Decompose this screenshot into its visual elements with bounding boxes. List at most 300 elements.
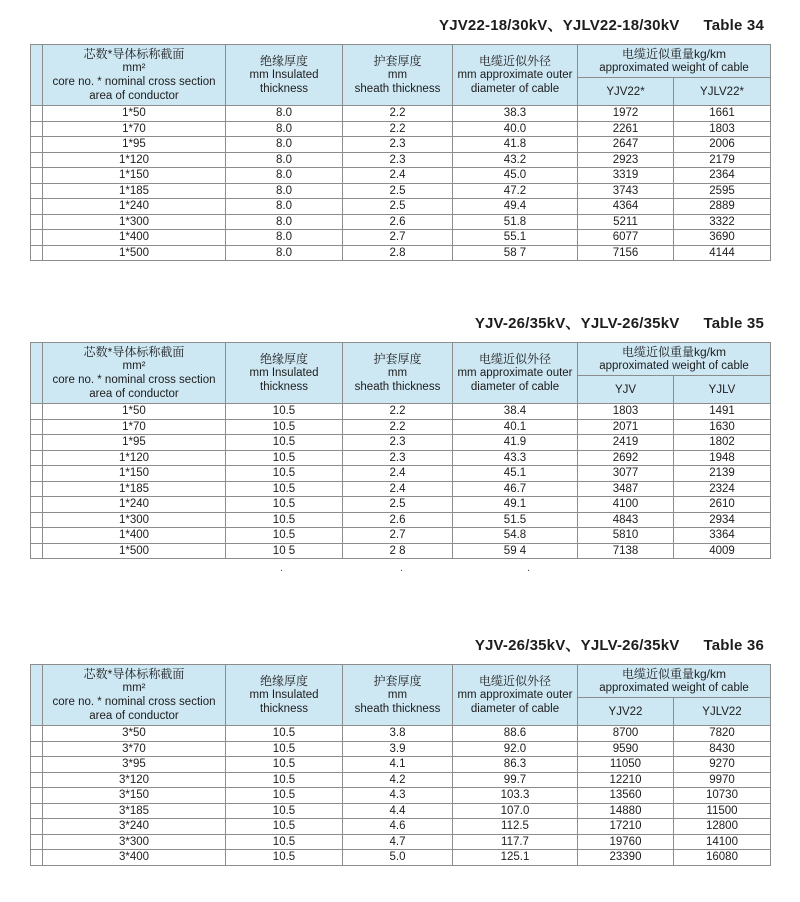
table-header: [31, 45, 771, 106]
table-row: [31, 152, 771, 168]
table-row: [31, 788, 771, 804]
table-cell: 1*70: [43, 419, 226, 435]
table-cell: 1*240: [43, 497, 226, 513]
table-cell: 2139: [674, 466, 771, 482]
table-cell: 2692: [578, 450, 674, 466]
table-cell: 4.3: [343, 788, 453, 804]
row-left-strip: [31, 819, 43, 835]
header-line: diameter of cable: [470, 703, 560, 715]
table-cell: 8.0: [226, 106, 343, 122]
table-cell: 107.0: [453, 803, 578, 819]
table-cell: 10.5: [226, 834, 343, 850]
table-cell: 10.5: [226, 803, 343, 819]
table-cell: 2364: [674, 168, 771, 184]
table-row: [31, 481, 771, 497]
table-cell: 47.2: [453, 183, 578, 199]
row-left-strip: [31, 772, 43, 788]
table-cell: 3319: [578, 168, 674, 184]
header-line: mm²: [122, 360, 146, 372]
table-cell: 99.7: [453, 772, 578, 788]
table-left-strip: [31, 343, 43, 404]
table-cell: 9590: [578, 741, 674, 757]
table-cell: 3487: [578, 481, 674, 497]
table-cell: 1972: [578, 106, 674, 122]
row-left-strip: [31, 214, 43, 230]
table-cell: 2.3: [343, 435, 453, 451]
table-cell: 2006: [674, 137, 771, 153]
table-left-strip: [31, 665, 43, 726]
table-body: [31, 726, 771, 866]
separator-dot: .: [400, 562, 404, 574]
table-cell: 2.6: [343, 512, 453, 528]
spec-table-36: [30, 664, 771, 866]
table-cell: 10.5: [226, 757, 343, 773]
table-cell: 1*300: [43, 214, 226, 230]
table-cell: 1630: [674, 419, 771, 435]
col-header-diameter: [453, 45, 578, 106]
row-left-strip: [31, 512, 43, 528]
header-line: core no. * nominal cross section: [52, 76, 216, 88]
table-cell: 1661: [674, 106, 771, 122]
col-header-weight-group: [578, 343, 771, 376]
table-title-row: [30, 14, 770, 35]
table-cell: 8.0: [226, 152, 343, 168]
table-row: [31, 183, 771, 199]
row-left-strip: [31, 726, 43, 742]
table-number-label: Table 35: [703, 315, 764, 332]
table-cell: 2.5: [343, 497, 453, 513]
table-cell: 9970: [674, 772, 771, 788]
table-cell: 7138: [578, 543, 674, 559]
table-row: [31, 214, 771, 230]
col-header-insulation: [226, 665, 343, 726]
col-header-weight-group: [578, 665, 771, 698]
table-cell: 8430: [674, 741, 771, 757]
table-cell: 17210: [578, 819, 674, 835]
table-cell: 51.8: [453, 214, 578, 230]
header-line: approximated weight of cable: [599, 682, 749, 694]
table-cell: 8.0: [226, 214, 343, 230]
header-line: core no. * nominal cross section: [52, 374, 216, 386]
header-line: mm Insulated: [249, 689, 319, 701]
table-cell: 1*500: [43, 245, 226, 261]
table-cell: 2.6: [343, 214, 453, 230]
table-cell: 2.5: [343, 199, 453, 215]
table-cell: 40.1: [453, 419, 578, 435]
table-row: [31, 404, 771, 420]
table-cell: 10730: [674, 788, 771, 804]
table-cell: 43.3: [453, 450, 578, 466]
table-row: [31, 741, 771, 757]
header-line: mm approximate outer: [457, 367, 573, 379]
table-row: [31, 245, 771, 261]
table-cell: 2419: [578, 435, 674, 451]
table-cell: 1491: [674, 404, 771, 420]
table-cell: 2.2: [343, 121, 453, 137]
table-row: [31, 497, 771, 513]
table-cell: 4.2: [343, 772, 453, 788]
col-header-weight-yjv: YJV22: [578, 698, 674, 726]
header-line: 电缆近似重量kg/km: [621, 47, 726, 61]
table-cell: 3322: [674, 214, 771, 230]
row-left-strip: [31, 183, 43, 199]
table-cell: 92.0: [453, 741, 578, 757]
header-line: mm²: [122, 62, 146, 74]
header-line: thickness: [260, 83, 308, 95]
table-row: [31, 757, 771, 773]
header-line: 电缆近似重量kg/km: [621, 667, 726, 681]
header-line: mm: [387, 689, 408, 701]
col-header-insulation: [226, 343, 343, 404]
table-cell: 4144: [674, 245, 771, 261]
table-cell: 10.5: [226, 819, 343, 835]
header-line: 绝缘厚度: [259, 352, 308, 366]
row-left-strip: [31, 106, 43, 122]
table-cell: 3*240: [43, 819, 226, 835]
table-row: [31, 466, 771, 482]
table-row: [31, 834, 771, 850]
col-header-diameter: [453, 665, 578, 726]
table-cell: 3*185: [43, 803, 226, 819]
table-cell: 10.5: [226, 419, 343, 435]
table-cell: 3*95: [43, 757, 226, 773]
table-header: [31, 665, 771, 726]
table-cell: 7820: [674, 726, 771, 742]
table-row: [31, 726, 771, 742]
header-line: mm approximate outer: [457, 69, 573, 81]
spec-table-35: [30, 342, 771, 559]
table-cell: 10.5: [226, 726, 343, 742]
table-cell: 1*300: [43, 512, 226, 528]
table-row: [31, 512, 771, 528]
table-body: [31, 404, 771, 559]
col-header-weight-yjv: YJV22*: [578, 78, 674, 106]
table-cell: 4364: [578, 199, 674, 215]
table-cell: 10.5: [226, 435, 343, 451]
table-cell: 4009: [674, 543, 771, 559]
table-row: [31, 850, 771, 866]
table-row: [31, 803, 771, 819]
row-left-strip: [31, 788, 43, 804]
table-cell: 1*95: [43, 435, 226, 451]
col-header-core: [43, 343, 226, 404]
col-header-diameter: [453, 343, 578, 404]
col-header-weight-yjlv: YJLV: [674, 376, 771, 404]
col-header-weight-yjlv: YJLV22: [674, 698, 771, 726]
table-cell: 2.3: [343, 137, 453, 153]
separator-dot: .: [280, 562, 284, 574]
table-cell: 4.7: [343, 834, 453, 850]
table-cell: 10 5: [226, 543, 343, 559]
row-left-strip: [31, 543, 43, 559]
table-section-36: [30, 634, 770, 866]
row-left-strip: [31, 834, 43, 850]
table-cell: 14880: [578, 803, 674, 819]
table-cell: 2179: [674, 152, 771, 168]
table-title-text: YJV-26/35kV、YJLV-26/35kV: [474, 637, 680, 654]
table-cell: 10.5: [226, 772, 343, 788]
header-line: mm approximate outer: [457, 689, 573, 701]
table-cell: 10.5: [226, 528, 343, 544]
table-row: [31, 419, 771, 435]
row-left-strip: [31, 245, 43, 261]
table-cell: 1*120: [43, 450, 226, 466]
row-left-strip: [31, 404, 43, 420]
table-cell: 2934: [674, 512, 771, 528]
table-cell: 2.2: [343, 419, 453, 435]
table-cell: 46.7: [453, 481, 578, 497]
table-title-row: [30, 634, 770, 655]
table-cell: 1*185: [43, 183, 226, 199]
table-cell: 112.5: [453, 819, 578, 835]
row-left-strip: [31, 121, 43, 137]
row-left-strip: [31, 230, 43, 246]
header-line: diameter of cable: [470, 381, 560, 393]
table-cell: 10.5: [226, 497, 343, 513]
table-cell: 11050: [578, 757, 674, 773]
table-row: [31, 230, 771, 246]
table-cell: 3*120: [43, 772, 226, 788]
header-line: diameter of cable: [470, 83, 560, 95]
table-cell: 59 4: [453, 543, 578, 559]
table-row: [31, 168, 771, 184]
table-cell: 2610: [674, 497, 771, 513]
table-cell: 86.3: [453, 757, 578, 773]
row-left-strip: [31, 466, 43, 482]
table-cell: 3*70: [43, 741, 226, 757]
table-cell: 1*500: [43, 543, 226, 559]
table-cell: 1803: [674, 121, 771, 137]
header-line: sheath thickness: [354, 703, 441, 715]
row-left-strip: [31, 199, 43, 215]
header-line: 电缆近似重量kg/km: [621, 345, 726, 359]
table-cell: 8.0: [226, 230, 343, 246]
row-left-strip: [31, 435, 43, 451]
table-cell: 16080: [674, 850, 771, 866]
row-left-strip: [31, 419, 43, 435]
table-cell: 43.2: [453, 152, 578, 168]
row-left-strip: [31, 450, 43, 466]
table-row: [31, 121, 771, 137]
table-section-35: [30, 312, 770, 578]
header-line: 电缆近似外径: [478, 54, 551, 68]
col-header-core: [43, 665, 226, 726]
table-row: [31, 528, 771, 544]
table-cell: 2.3: [343, 450, 453, 466]
header-line: thickness: [260, 703, 308, 715]
table-cell: 45.1: [453, 466, 578, 482]
table-section-34: [30, 14, 770, 261]
table-cell: 3077: [578, 466, 674, 482]
table-cell: 1*400: [43, 230, 226, 246]
table-cell: 1*400: [43, 528, 226, 544]
table-cell: 41.8: [453, 137, 578, 153]
table-cell: 12210: [578, 772, 674, 788]
table-cell: 4843: [578, 512, 674, 528]
row-left-strip: [31, 803, 43, 819]
table-cell: 4100: [578, 497, 674, 513]
table-cell: 1*185: [43, 481, 226, 497]
table-body: [31, 106, 771, 261]
row-left-strip: [31, 741, 43, 757]
table-cell: 2923: [578, 152, 674, 168]
table-cell: 1*150: [43, 168, 226, 184]
table-cell: 88.6: [453, 726, 578, 742]
table-cell: 2071: [578, 419, 674, 435]
table-cell: 2.4: [343, 466, 453, 482]
table-cell: 7156: [578, 245, 674, 261]
col-header-sheath: [343, 665, 453, 726]
col-header-weight-yjlv: YJLV22*: [674, 78, 771, 106]
table-left-strip: [31, 45, 43, 106]
table-cell: 1803: [578, 404, 674, 420]
col-header-sheath: [343, 343, 453, 404]
row-left-strip: [31, 528, 43, 544]
table-cell: 49.1: [453, 497, 578, 513]
table-row: [31, 106, 771, 122]
table-cell: 49.4: [453, 199, 578, 215]
table-cell: 8.0: [226, 245, 343, 261]
separator-dots: [30, 562, 770, 578]
header-line: 护套厚度: [373, 352, 422, 366]
row-left-strip: [31, 481, 43, 497]
table-cell: 1*150: [43, 466, 226, 482]
header-line: mm Insulated: [249, 69, 319, 81]
header-line: area of conductor: [89, 388, 179, 400]
table-cell: 45.0: [453, 168, 578, 184]
header-line: sheath thickness: [354, 381, 441, 393]
col-header-sheath: [343, 45, 453, 106]
col-header-core: [43, 45, 226, 106]
header-line: area of conductor: [89, 90, 179, 102]
row-left-strip: [31, 497, 43, 513]
table-cell: 10.5: [226, 741, 343, 757]
table-cell: 1*70: [43, 121, 226, 137]
table-cell: 51.5: [453, 512, 578, 528]
table-cell: 8.0: [226, 183, 343, 199]
table-cell: 2.7: [343, 230, 453, 246]
table-cell: 55.1: [453, 230, 578, 246]
col-header-insulation: [226, 45, 343, 106]
table-cell: 1948: [674, 450, 771, 466]
table-cell: 1*120: [43, 152, 226, 168]
header-line: core no. * nominal cross section: [52, 696, 216, 708]
table-cell: 5211: [578, 214, 674, 230]
table-cell: 2 8: [343, 543, 453, 559]
header-line: mm: [387, 69, 408, 81]
table-cell: 58 7: [453, 245, 578, 261]
header-line: approximated weight of cable: [599, 360, 749, 372]
header-line: 芯数*导体标称截面: [83, 47, 185, 61]
table-number-label: Table 34: [703, 17, 764, 34]
table-row: [31, 819, 771, 835]
row-left-strip: [31, 757, 43, 773]
table-cell: 8700: [578, 726, 674, 742]
table-cell: 10.5: [226, 450, 343, 466]
table-row: [31, 137, 771, 153]
table-cell: 54.8: [453, 528, 578, 544]
table-cell: 2.5: [343, 183, 453, 199]
table-cell: 10.5: [226, 466, 343, 482]
table-cell: 117.7: [453, 834, 578, 850]
header-line: 电缆近似外径: [478, 674, 551, 688]
table-row: [31, 435, 771, 451]
header-row-top: [31, 45, 771, 78]
header-line: sheath thickness: [354, 83, 441, 95]
table-cell: 11500: [674, 803, 771, 819]
table-header: [31, 343, 771, 404]
table-cell: 23390: [578, 850, 674, 866]
table-cell: 2.7: [343, 528, 453, 544]
table-cell: 2.3: [343, 152, 453, 168]
table-cell: 1*240: [43, 199, 226, 215]
table-cell: 2.2: [343, 106, 453, 122]
table-cell: 2889: [674, 199, 771, 215]
table-cell: 8.0: [226, 121, 343, 137]
table-cell: 1*50: [43, 106, 226, 122]
table-number-label: Table 36: [703, 637, 764, 654]
table-cell: 10.5: [226, 788, 343, 804]
table-cell: 13560: [578, 788, 674, 804]
table-cell: 8.0: [226, 137, 343, 153]
table-cell: 3*150: [43, 788, 226, 804]
table-cell: 40.0: [453, 121, 578, 137]
table-row: [31, 543, 771, 559]
table-cell: 1*50: [43, 404, 226, 420]
table-cell: 10.5: [226, 850, 343, 866]
row-left-strip: [31, 168, 43, 184]
table-cell: 5810: [578, 528, 674, 544]
table-cell: 3*400: [43, 850, 226, 866]
row-left-strip: [31, 850, 43, 866]
table-cell: 1*95: [43, 137, 226, 153]
table-title-row: [30, 312, 770, 333]
table-cell: 3.8: [343, 726, 453, 742]
header-line: approximated weight of cable: [599, 62, 749, 74]
table-cell: 3743: [578, 183, 674, 199]
table-cell: 5.0: [343, 850, 453, 866]
header-line: mm Insulated: [249, 367, 319, 379]
col-header-weight-group: [578, 45, 771, 78]
row-left-strip: [31, 152, 43, 168]
header-line: 电缆近似外径: [478, 352, 551, 366]
table-row: [31, 450, 771, 466]
table-cell: 2324: [674, 481, 771, 497]
table-cell: 2595: [674, 183, 771, 199]
header-line: mm: [387, 367, 408, 379]
table-cell: 38.3: [453, 106, 578, 122]
header-row-top: [31, 665, 771, 698]
table-title-text: YJV-26/35kV、YJLV-26/35kV: [474, 315, 680, 332]
header-row-top: [31, 343, 771, 376]
table-cell: 8.0: [226, 168, 343, 184]
header-line: 芯数*导体标称截面: [83, 667, 185, 681]
table-cell: 10.5: [226, 512, 343, 528]
spec-table-34: [30, 44, 771, 261]
header-line: 绝缘厚度: [259, 674, 308, 688]
table-cell: 9270: [674, 757, 771, 773]
table-cell: 3*300: [43, 834, 226, 850]
table-cell: 2.8: [343, 245, 453, 261]
table-cell: 103.3: [453, 788, 578, 804]
table-cell: 19760: [578, 834, 674, 850]
table-cell: 2261: [578, 121, 674, 137]
header-line: 护套厚度: [373, 54, 422, 68]
header-line: mm²: [122, 682, 146, 694]
table-cell: 10.5: [226, 481, 343, 497]
col-header-weight-yjv: YJV: [578, 376, 674, 404]
table-cell: 2.2: [343, 404, 453, 420]
